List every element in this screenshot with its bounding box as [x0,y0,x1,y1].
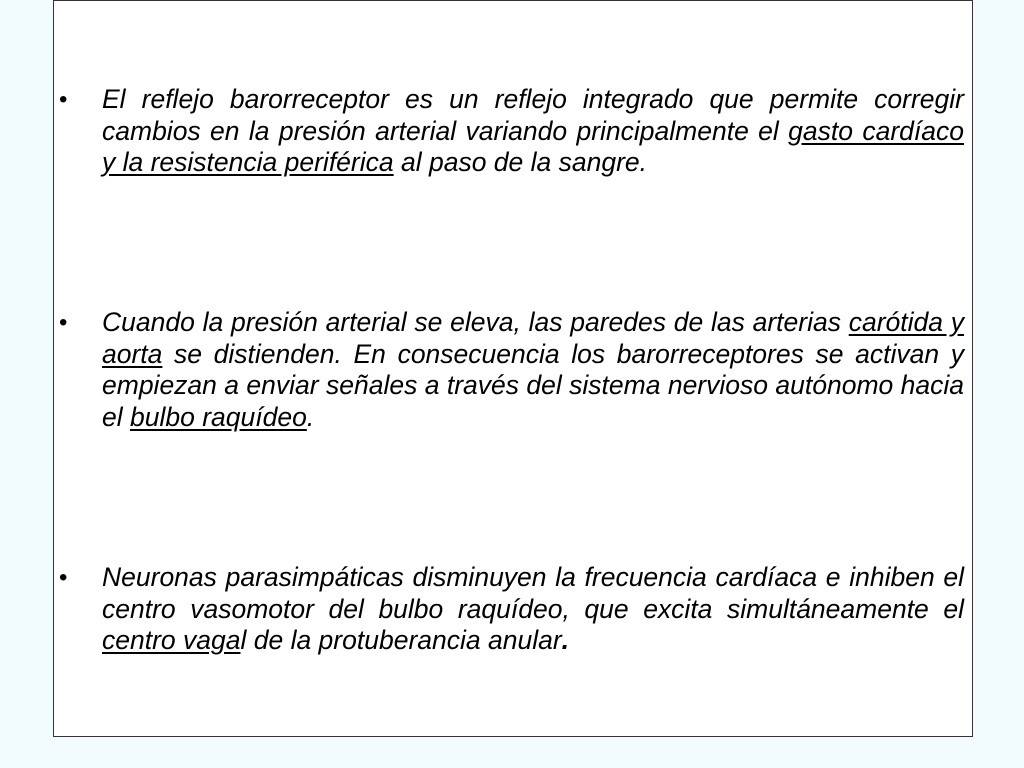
underlined-term: carótida y aorta [102,307,964,369]
bullet-item-parasympathetic-neurons [59,562,964,657]
bullet-text-segment: . [306,401,315,432]
bullet-text-segment: al paso de la sangre. [393,147,648,177]
bullet-text-segment: se distienden. En consecuencia los barorreceptores se activan y empiezan a enviar señales a través del sistema nervioso autónomo hacia el [102,338,964,432]
bullet-text-segment: l de la protuberancia anular [240,625,562,655]
bullet-dot-icon: • [59,86,68,113]
bullet-text-segment: El reflejo barorreceptor es un reflejo integrado que permite corregir cambios en la presión arterial variando principalmente el [102,84,964,146]
underlined-term: centro vaga [102,625,241,655]
bullet-item-baroreceptor-reflex [59,84,964,179]
underlined-term: gasto cardíaco y la resistencia periférica [102,115,964,177]
bullet-text-segment: . [561,625,570,655]
bullet-dot-icon: • [59,309,68,336]
underlined-term: bulbo raquídeo [130,401,307,432]
bullet-dot-icon: • [59,564,68,591]
bullet-text-segment: Neuronas parasimpáticas disminuyen la frecuencia cardíaca e inhiben el centro vasomotor del bulbo raquídeo, que excita simultáneamente el [102,562,964,624]
bullet-text-segment: Cuando la presión arterial se eleva, las paredes de las arterias [102,307,849,337]
slide-content-box [53,0,973,737]
bullet-item-pressure-rise [59,307,964,433]
